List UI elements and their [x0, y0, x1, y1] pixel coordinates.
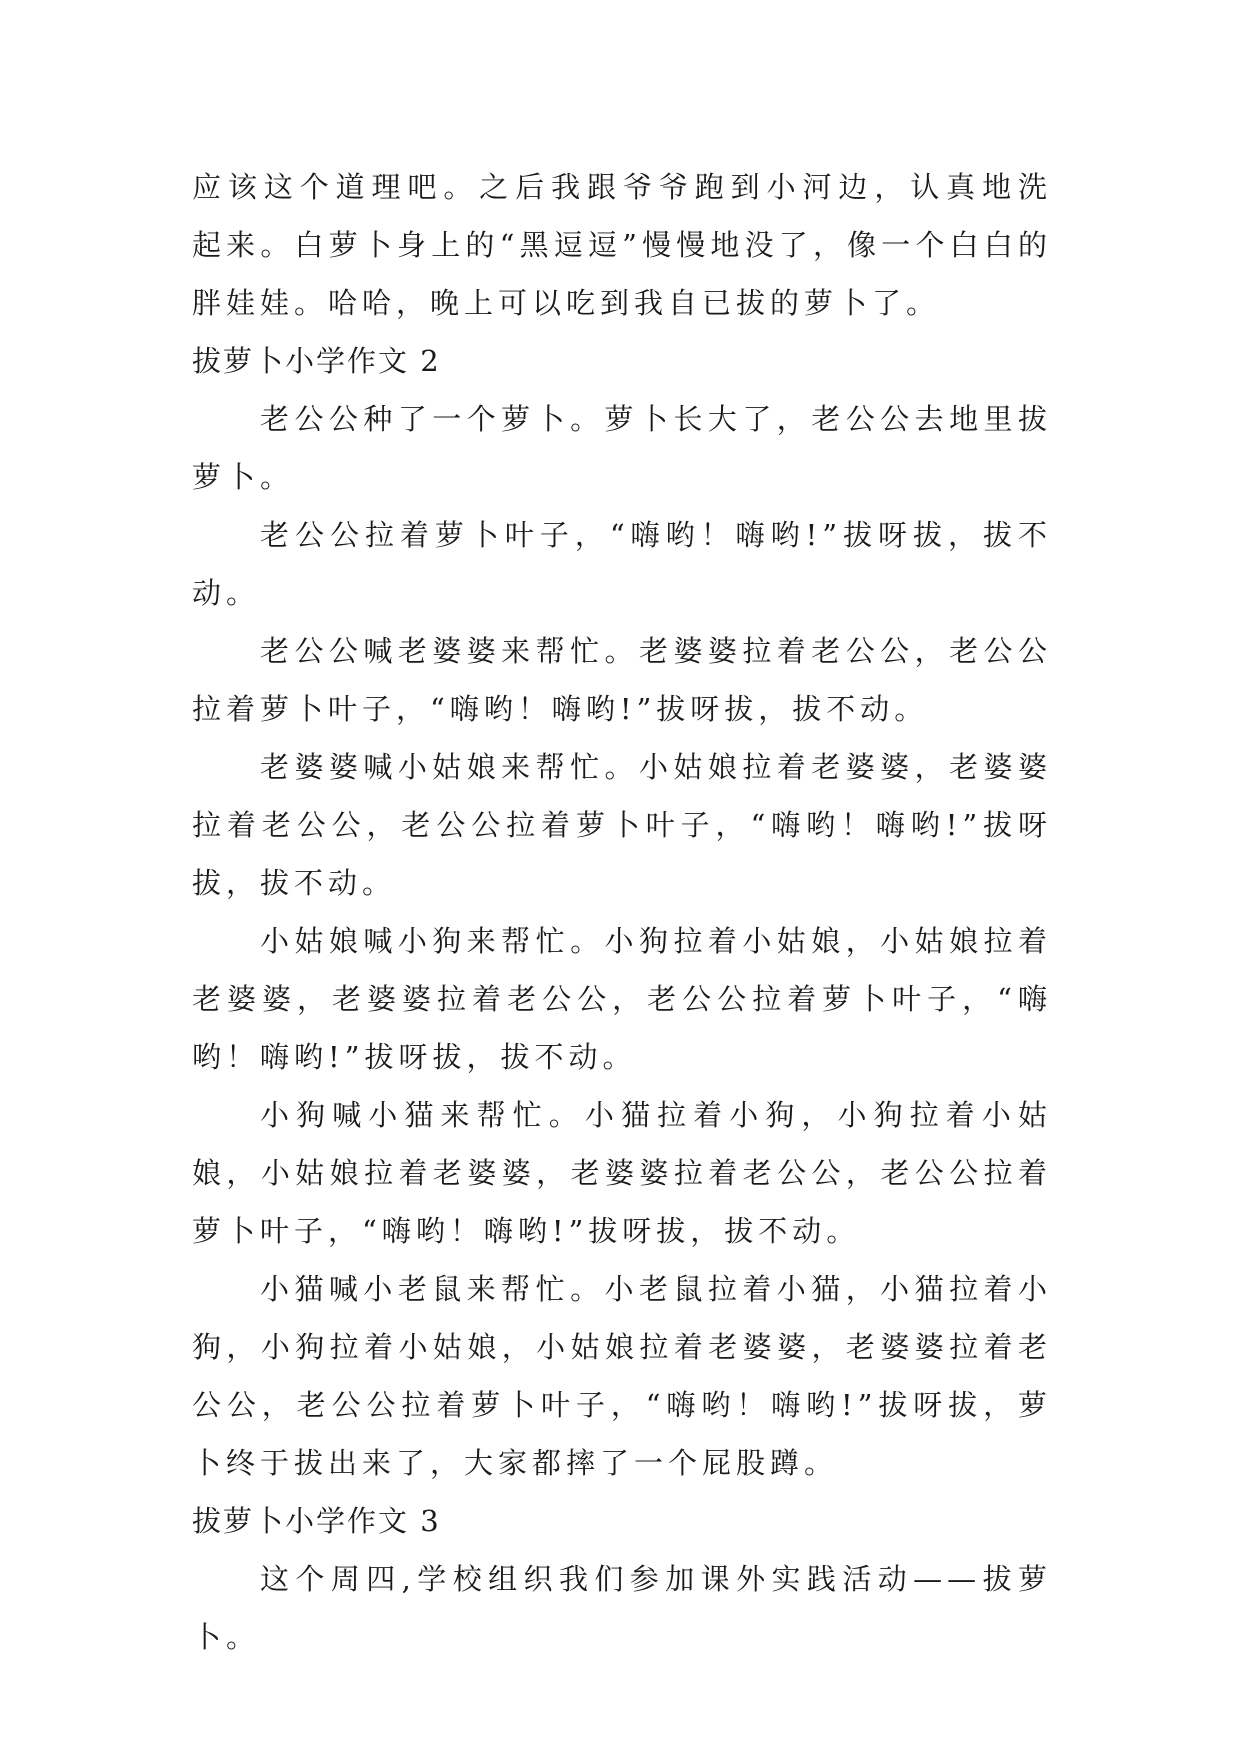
- paragraph: 老公公种了一个萝卜。萝卜长大了，老公公去地里拔萝卜。: [192, 402, 1052, 494]
- paragraph: 老婆婆喊小姑娘来帮忙。小姑娘拉着老婆婆，老婆婆拉着老公公，老公公拉着萝卜叶子，“嗨哟！嗨哟!”拔呀拔，拔不动。: [192, 750, 1052, 900]
- paragraph: 小猫喊小老鼠来帮忙。小老鼠拉着小猫，小猫拉着小狗，小狗拉着小姑娘，小姑娘拉着老婆婆，老婆婆拉着老公公，老公公拉着萝卜叶子，“嗨哟！嗨哟!”拔呀拔，萝卜终于拔出来了，大家都摔了一个屁股蹲。: [192, 1272, 1052, 1480]
- paragraph: 老公公喊老婆婆来帮忙。老婆婆拉着老公公，老公公拉着萝卜叶子，“嗨哟！嗨哟!”拔呀拔，拔不动。: [192, 634, 1052, 726]
- paragraph: 这个周四,学校组织我们参加课外实践活动——拔萝卜。: [192, 1562, 1052, 1654]
- paragraph: 小狗喊小猫来帮忙。小猫拉着小狗，小狗拉着小姑娘，小姑娘拉着老婆婆，老婆婆拉着老公公，老公公拉着萝卜叶子，“嗨哟！嗨哟!”拔呀拔，拔不动。: [192, 1098, 1052, 1248]
- document-page: [192, 158, 1052, 1666]
- section-3-heading: 拔萝卜小学作文 3: [192, 1504, 441, 1538]
- section-2-heading: 拔萝卜小学作文 2: [192, 344, 441, 378]
- intro-paragraph: 应该这个道理吧。之后我跟爷爷跑到小河边，认真地洗 起来。白萝卜身上的“黑逗逗”慢慢地没了，像一个白白的胖娃娃。哈哈，晚上可以吃到我自已拔的萝卜了。: [192, 170, 1052, 320]
- paragraph: 小姑娘喊小狗来帮忙。小狗拉着小姑娘，小姑娘拉着老婆婆，老婆婆拉着老公公，老公公拉着萝卜叶子，“嗨哟！嗨哟!”拔呀拔，拔不动。: [192, 924, 1052, 1074]
- paragraph: 老公公拉着萝卜叶子，“嗨哟！嗨哟!”拔呀拔，拔不动。: [192, 518, 1052, 610]
